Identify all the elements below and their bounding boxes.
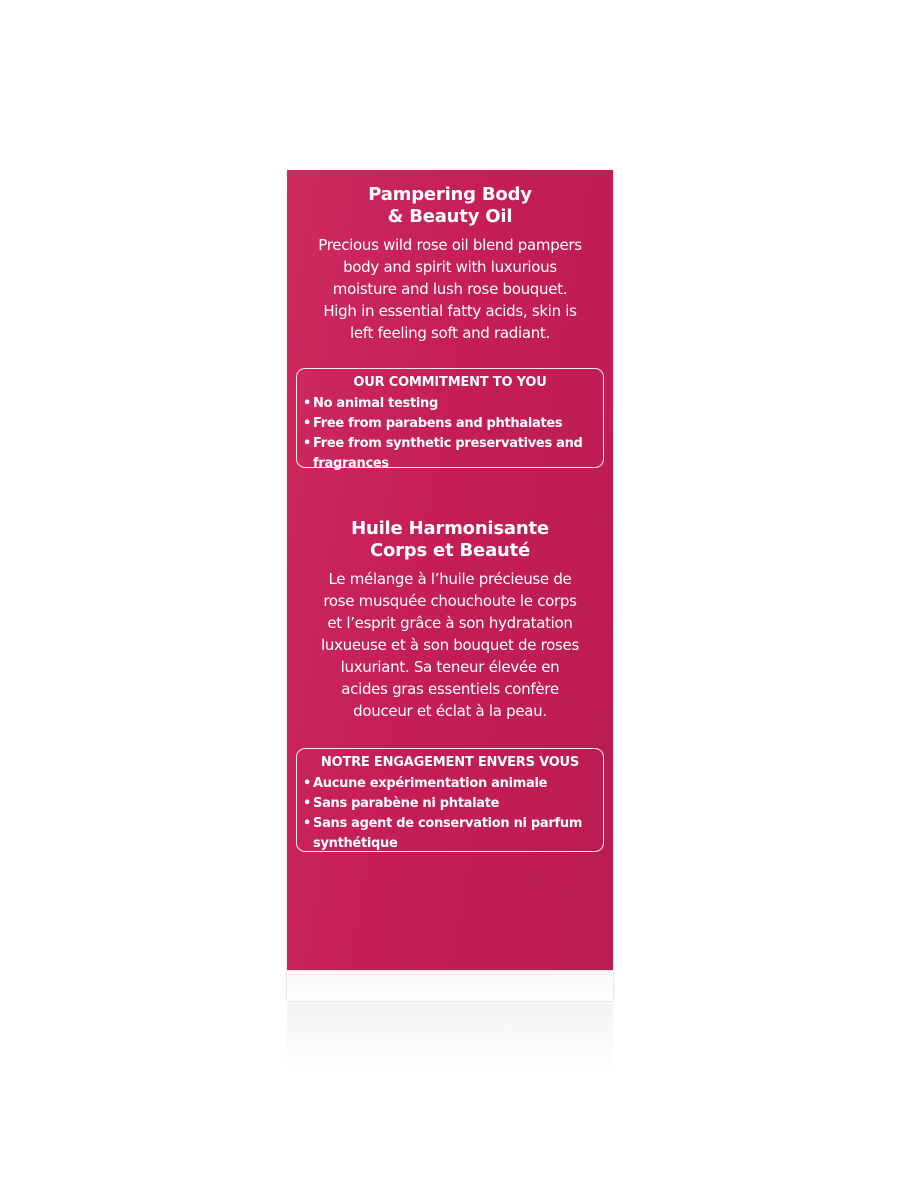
french-commitment-item: • Sans parabène ni phtalate xyxy=(303,794,597,814)
bullet-icon: • xyxy=(303,776,312,791)
french-commitment-list xyxy=(303,774,597,854)
bullet-icon: • xyxy=(303,816,312,831)
english-description: Precious wild rose oil blend pampers body and spirit with luxurious moisture and lush rose bouquet. High in essential fatty acids, skin is left feeling soft and radiant. xyxy=(318,236,582,342)
french-commitment-item: • Sans agent de conservation ni parfum synthétique xyxy=(303,816,583,851)
french-title: Huile Harmonisante Corps et Beauté xyxy=(351,518,549,561)
bullet-icon: • xyxy=(303,796,312,811)
english-commitment-item: • Free from parabens and phthalates xyxy=(303,414,597,434)
box-reflection xyxy=(287,1004,613,1074)
bullet-icon: • xyxy=(303,416,312,431)
english-commitment-item: • No animal testing xyxy=(303,394,597,414)
product-text-panel xyxy=(287,170,613,852)
english-commitment-list xyxy=(303,394,597,474)
english-commitment-heading: OUR COMMITMENT TO YOU xyxy=(353,375,547,390)
bullet-icon: • xyxy=(303,436,312,451)
french-commitment-heading: NOTRE ENGAGEMENT ENVERS VOUS xyxy=(320,755,580,770)
box-bottom-edge xyxy=(287,970,613,1001)
english-title: Pampering Body & Beauty Oil xyxy=(368,184,532,227)
french-commitment-item: • Aucune expérimentation animale xyxy=(303,774,597,794)
french-description: Le mélange à l’huile précieuse de rose musquée chouchoute le corps et l’esprit grâce à son hydratation luxueuse et à son bouquet de roses luxuriant. Sa teneur élevée en acides gras essentiels confère douceur et éclat à la peau. xyxy=(320,570,579,720)
english-commitment-box xyxy=(296,368,604,471)
french-commitment-box xyxy=(296,748,604,852)
english-commitment-item: • Free from synthetic preservatives and fragrances xyxy=(303,436,583,471)
bullet-icon: • xyxy=(303,396,312,411)
